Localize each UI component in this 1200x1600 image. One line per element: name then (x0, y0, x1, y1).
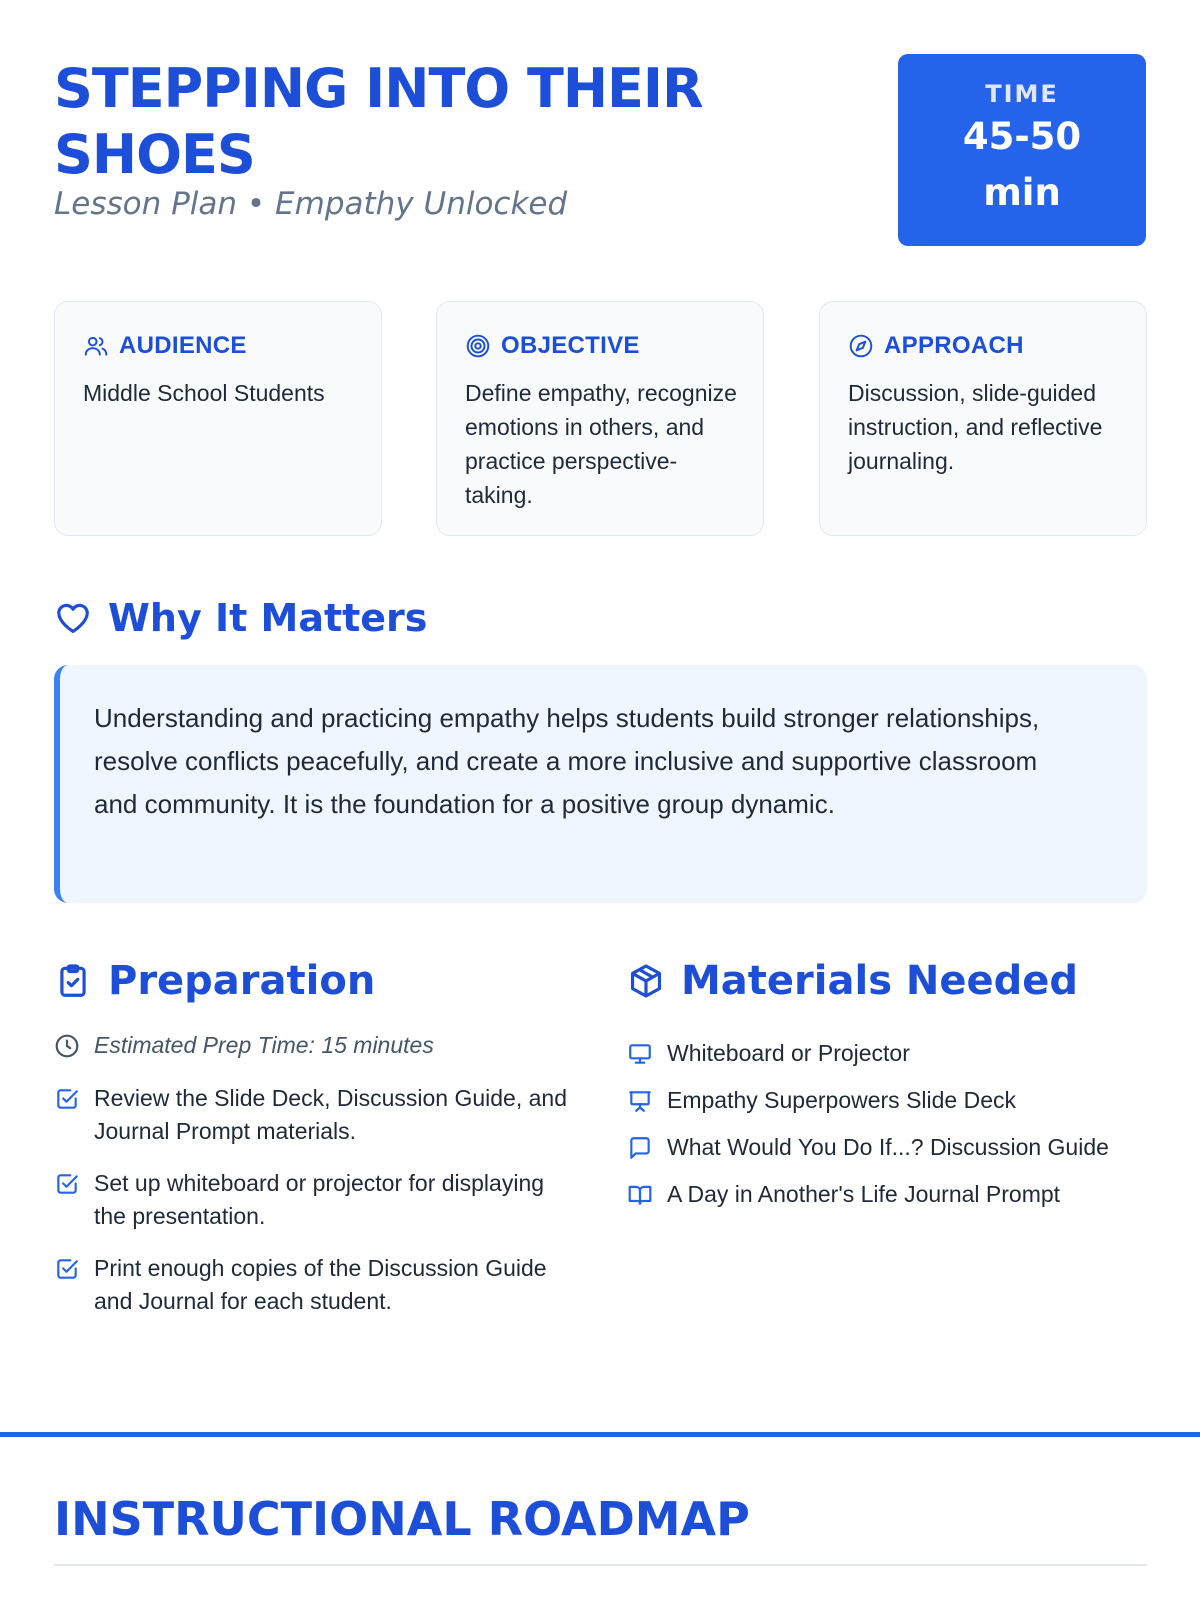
heart-icon (54, 599, 92, 637)
presentation-icon (627, 1088, 653, 1114)
objective-heading: OBJECTIVE (501, 332, 640, 359)
clipboard-check-icon (54, 962, 92, 1000)
why-section-heading (54, 596, 427, 640)
users-icon (83, 333, 109, 359)
objective-card-header (465, 332, 737, 360)
roadmap-heading: INSTRUCTIONAL ROADMAP (54, 1492, 750, 1546)
preparation-heading: Preparation (108, 958, 376, 1004)
list-item (54, 1082, 574, 1148)
message-square-icon (627, 1135, 653, 1161)
audience-text: Middle School Students (83, 380, 325, 406)
list-item (54, 1252, 574, 1318)
check-square-icon (54, 1171, 80, 1197)
prep-item-text: Print enough copies of the Discussion Guide and Journal for each student. (94, 1255, 547, 1314)
section-divider (0, 1432, 1200, 1437)
clock-icon (54, 1033, 80, 1059)
book-open-icon (627, 1182, 653, 1208)
materials-section-heading (627, 958, 1078, 1004)
check-square-icon (54, 1256, 80, 1282)
materials-list (627, 1030, 1167, 1218)
package-icon (627, 962, 665, 1000)
monitor-icon (627, 1041, 653, 1067)
objective-text: Define empathy, recognize emotions in others, and practice perspective-taking. (465, 380, 737, 508)
objective-card (436, 301, 764, 536)
audience-card-header (83, 332, 355, 360)
prep-time (54, 1032, 434, 1059)
target-icon (465, 333, 491, 359)
material-label: Whiteboard or Projector (667, 1040, 910, 1066)
check-square-icon (54, 1086, 80, 1112)
material-label: What Would You Do If...? Discussion Guide (667, 1134, 1109, 1160)
page-title: STEPPING INTO THEIR SHOES (54, 57, 703, 186)
why-heading: Why It Matters (108, 596, 428, 640)
preparation-list (54, 1082, 574, 1337)
material-label: A Day in Another's Life Journal Prompt (667, 1181, 1061, 1207)
why-callout: Understanding and practicing empathy helps students build stronger relationships, resolve conflicts peacefully, and create a more inclusive and supportive classroom and community. It is the foundation for a positive group dynamic. (54, 665, 1147, 903)
list-item (627, 1077, 1167, 1124)
approach-card (819, 301, 1147, 536)
approach-card-header (848, 332, 1120, 360)
time-label: TIME (985, 80, 1059, 108)
preparation-section-heading (54, 958, 375, 1004)
list-item (627, 1124, 1167, 1171)
page-subtitle: Lesson Plan • Empathy Unlocked (54, 186, 568, 222)
time-badge (898, 54, 1146, 246)
list-item (627, 1030, 1167, 1077)
roadmap-rule (54, 1564, 1147, 1566)
audience-card (54, 301, 382, 536)
materials-heading: Materials Needed (681, 958, 1079, 1004)
time-unit: min (983, 171, 1061, 214)
approach-heading: APPROACH (884, 332, 1024, 359)
material-label: Empathy Superpowers Slide Deck (667, 1087, 1016, 1113)
prep-time-text: Estimated Prep Time: 15 minutes (94, 1032, 434, 1058)
list-item (54, 1167, 574, 1233)
time-value: 45-50 (962, 115, 1082, 158)
approach-text: Discussion, slide-guided instruction, and reflective journaling. (848, 380, 1103, 474)
audience-heading: AUDIENCE (119, 332, 247, 359)
prep-item-text: Review the Slide Deck, Discussion Guide, and Journal Prompt materials. (94, 1085, 568, 1144)
list-item (627, 1171, 1167, 1218)
compass-icon (848, 333, 874, 359)
prep-item-text: Set up whiteboard or projector for displaying the presentation. (94, 1170, 545, 1229)
